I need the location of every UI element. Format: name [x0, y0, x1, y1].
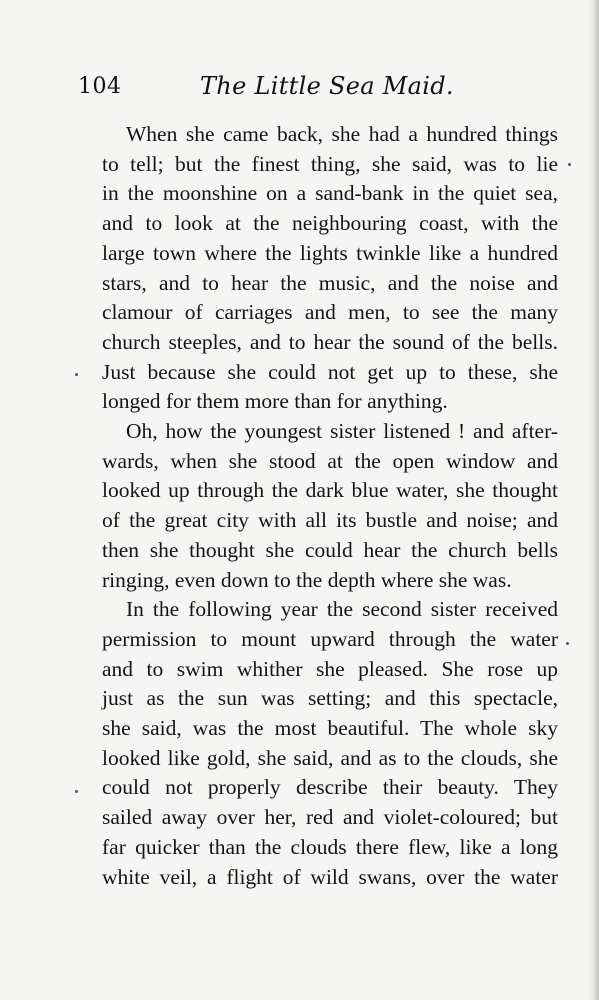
text-line: to tell; but the finest thing, she said, was to lie: [102, 151, 558, 176]
paragraph: [78, 120, 558, 417]
text-line: far quicker than the clouds there flew, like a long: [102, 834, 558, 859]
paper-speck: [75, 790, 78, 793]
page-header: [78, 68, 558, 108]
text-line: sailed away over her, red and violet-coloured; but: [102, 805, 558, 830]
paragraph: [78, 595, 558, 892]
text-line: in the moonshine on a sand-bank in the quiet sea,: [102, 181, 558, 206]
text-line: longed for them more than for anything.: [102, 389, 448, 414]
running-title: The Little Sea Maid.: [200, 72, 454, 100]
page-edge-shadow: [589, 0, 599, 1000]
text-line: and to look at the neighbouring coast, with the: [102, 211, 558, 236]
text-line: and to swim whither she pleased. She rose up: [102, 656, 558, 681]
text-line: looked up through the dark blue water, she thought: [102, 478, 558, 503]
page-number: 104: [78, 74, 122, 99]
text-line: white veil, a flight of wild swans, over the water: [102, 864, 558, 889]
text-line: looked like gold, she said, and as to the clouds, she: [102, 745, 558, 770]
text-line: When she came back, she had a hundred things: [126, 122, 558, 146]
text-line: wards, when she stood at the open window and: [102, 448, 558, 473]
text-line: just as the sun was setting; and this spectacle,: [102, 686, 558, 711]
text-line: ringing, even down to the depth where she was.: [102, 567, 512, 592]
text-line: church steeples, and to hear the sound of the bells.: [102, 329, 558, 354]
text-line: could not properly describe their beauty. They: [102, 775, 558, 800]
paragraph: [78, 417, 558, 595]
paper-speck: [566, 642, 569, 645]
text-line: stars, and to hear the music, and the noise and: [102, 270, 558, 295]
paper-speck: [568, 163, 571, 166]
text-line: In the following year the second sister received: [126, 597, 558, 622]
text-line: of the great city with all its bustle and noise; and: [102, 508, 558, 533]
text-line: then she thought she could hear the church bells: [102, 537, 558, 562]
text-line: permission to mount upward through the water: [102, 626, 558, 651]
text-line: she said, was the most beautiful. The whole sky: [102, 716, 558, 741]
text-line: Just because she could not get up to these, she: [102, 359, 558, 384]
paper-speck: [75, 373, 78, 376]
text-line: clamour of carriages and men, to see the many: [102, 300, 558, 325]
text-line: Oh, how the youngest sister listened ! and after-: [126, 419, 558, 444]
text-line: large town where the lights twinkle like a hundred: [102, 240, 558, 265]
body-text: [78, 120, 558, 892]
